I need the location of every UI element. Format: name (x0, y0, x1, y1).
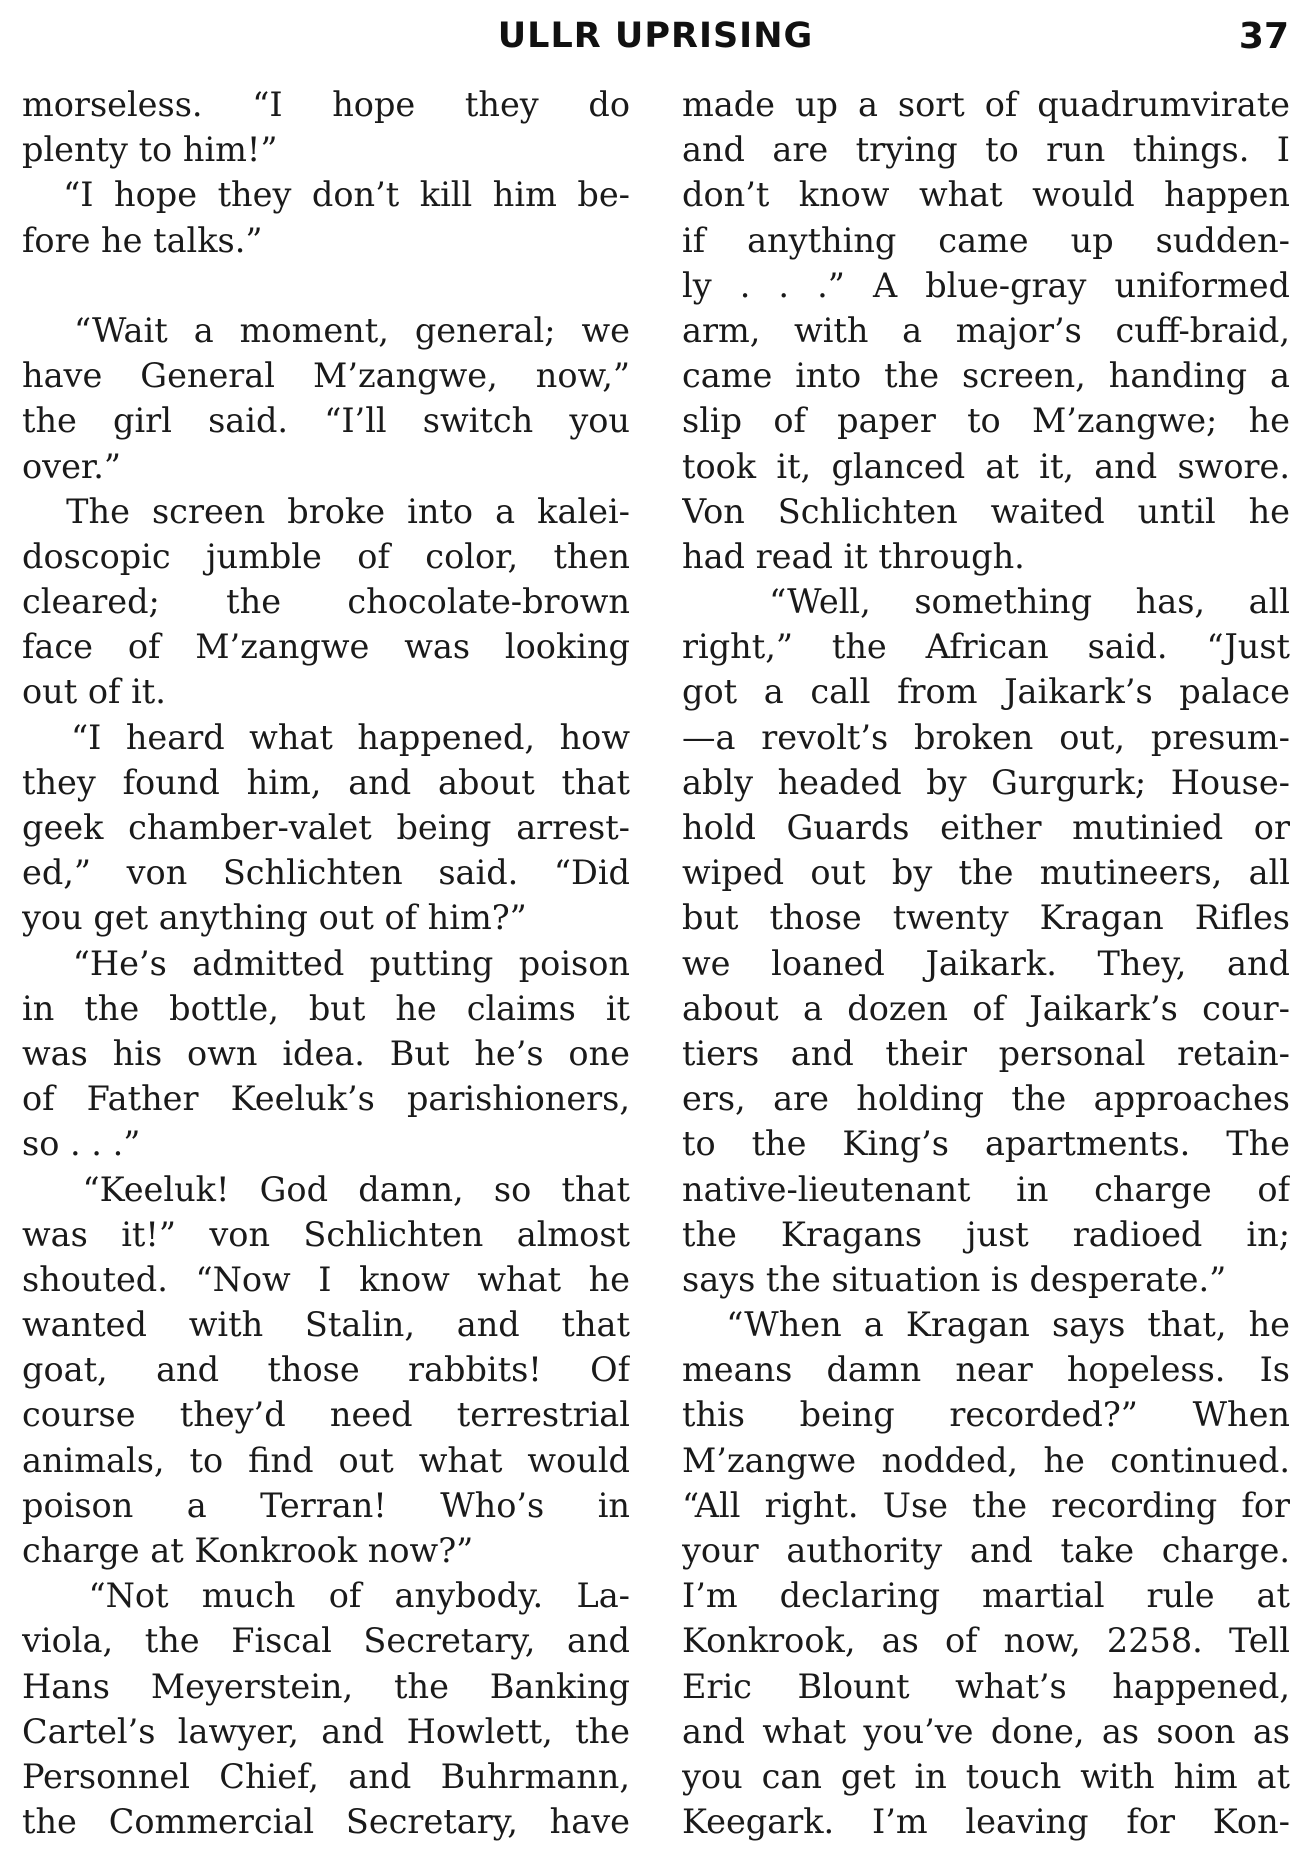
text-line: the Kragans just radioed in; (682, 1214, 1290, 1254)
text-line: ly . . .” A blue-gray uniformed (682, 265, 1290, 305)
left-text-column (22, 82, 630, 1844)
text-line: native-lieutenant in charge of (682, 1169, 1290, 1209)
text-line: charge at Konkrook now?” (22, 1531, 474, 1570)
text-line (22, 263, 630, 308)
text-line: morseless. “I hope they do (22, 85, 630, 124)
text-line: M’zangwe nodded, he continued. (682, 1440, 1290, 1480)
text-line: the girl said. “I’ll switch you (22, 401, 630, 441)
text-line: of Father Keeluk’s parishioners, (22, 1079, 630, 1119)
text-line: you can get in touch with him at (682, 1756, 1290, 1796)
text-line: The screen broke into a kalei- (22, 491, 630, 531)
text-line: slip of paper to M’zangwe; he (682, 401, 1290, 441)
text-line: geek chamber-valet being arrest- (22, 808, 630, 847)
text-line: had read it through. (682, 536, 1025, 576)
text-line: “Well, something has, all (682, 582, 1290, 622)
text-line: made up a sort of quadrumvirate (682, 85, 1290, 124)
text-line: “When a Kragan says that, he (682, 1305, 1290, 1345)
right-text-column (682, 82, 1290, 1844)
text-line: arm, with a major’s cuff-braid, (682, 310, 1290, 350)
text-line: Keegark. I’m leaving for Kon- (682, 1802, 1290, 1842)
text-line: your authority and take charge. (682, 1531, 1290, 1570)
text-line: got a call from Jaikark’s palace (682, 672, 1290, 712)
text-line: came into the screen, handing a (682, 356, 1290, 396)
text-line: viola, the Fiscal Secretary, and (22, 1621, 630, 1661)
text-line: “He’s admitted putting poison (22, 943, 630, 983)
text-line: took it, glanced at it, and swore. (682, 446, 1290, 486)
text-line: in the bottle, but he claims it (22, 988, 630, 1028)
text-line: and are trying to run things. I (682, 130, 1290, 170)
page-number: 37 (1238, 16, 1289, 57)
text-line: you get anything out of him?” (22, 898, 527, 938)
text-line: don’t know what would happen (682, 175, 1290, 215)
text-line: but those twenty Kragan Rifles (682, 898, 1290, 938)
text-line: so . . .” (22, 1124, 141, 1164)
running-head (0, 16, 1311, 66)
text-line: they found him, and about that (22, 762, 630, 802)
text-line: about a dozen of Jaikark’s cour- (682, 988, 1290, 1028)
text-line: fore he talks.” (22, 220, 263, 260)
text-line: Hans Meyerstein, the Banking (22, 1666, 630, 1706)
text-line: poison a Terran! Who’s in (22, 1485, 630, 1525)
text-line: shouted. “Now I know what he (22, 1259, 630, 1299)
text-line: and what you’ve done, as soon as (682, 1711, 1290, 1751)
running-title: ULLR UPRISING (497, 16, 814, 56)
text-line: ers, are holding the approaches (682, 1079, 1290, 1119)
text-line: the Commercial Secretary, have (22, 1802, 630, 1842)
text-line: was his own idea. But he’s one (22, 1033, 630, 1073)
text-line: out of it. (22, 672, 166, 712)
text-line: “I hope they don’t kill him be- (22, 175, 630, 215)
text-line: doscopic jumble of color, then (22, 536, 630, 576)
text-line: Von Schlichten waited until he (682, 491, 1290, 531)
text-line: says the situation is desperate.” (682, 1259, 1227, 1299)
text-line: tiers and their personal retain- (682, 1033, 1290, 1073)
text-line: have General M’zangwe, now,” (22, 356, 630, 396)
text-line: —a revolt’s broken out, presum- (682, 717, 1290, 757)
text-line: we loaned Jaikark. They, and (682, 943, 1290, 983)
text-line: animals, to find out what would (22, 1440, 630, 1480)
text-line: “I heard what happened, how (22, 717, 630, 757)
text-line: to the King’s apartments. The (682, 1124, 1290, 1164)
text-line: wiped out by the mutineers, all (682, 853, 1290, 893)
text-line: over.” (22, 446, 122, 486)
text-line: “Wait a moment, general; we (22, 310, 630, 350)
text-line: “All right. Use the recording for (682, 1485, 1290, 1525)
text-line: course they’d need terrestrial (22, 1395, 630, 1435)
text-line: Personnel Chief, and Buhrmann, (22, 1756, 630, 1796)
text-line: ed,” von Schlichten said. “Did (22, 853, 630, 893)
text-line: “Keeluk! God damn, so that (22, 1169, 630, 1209)
text-line: ably headed by Gurgurk; House- (682, 762, 1290, 802)
text-line: Konkrook, as of now, 2258. Tell (682, 1621, 1290, 1661)
text-line: Cartel’s lawyer, and Howlett, the (22, 1711, 630, 1751)
text-line: hold Guards either mutinied or (682, 808, 1290, 847)
text-line: plenty to him!” (22, 130, 278, 170)
text-line: Eric Blount what’s happened, (682, 1666, 1290, 1706)
text-line: this being recorded?” When (682, 1395, 1290, 1435)
text-line: cleared; the chocolate-brown (22, 582, 630, 622)
text-line: right,” the African said. “Just (682, 627, 1290, 667)
text-line: means damn near hopeless. Is (682, 1350, 1290, 1390)
text-line: face of M’zangwe was looking (22, 627, 630, 667)
text-line: if anything came up sudden- (682, 220, 1290, 260)
text-line: wanted with Stalin, and that (22, 1305, 630, 1345)
text-line: “Not much of anybody. La- (22, 1576, 630, 1616)
text-line: was it!” von Schlichten almost (22, 1214, 630, 1254)
text-line: goat, and those rabbits! Of (22, 1350, 630, 1390)
text-line: I’m declaring martial rule at (682, 1576, 1290, 1616)
